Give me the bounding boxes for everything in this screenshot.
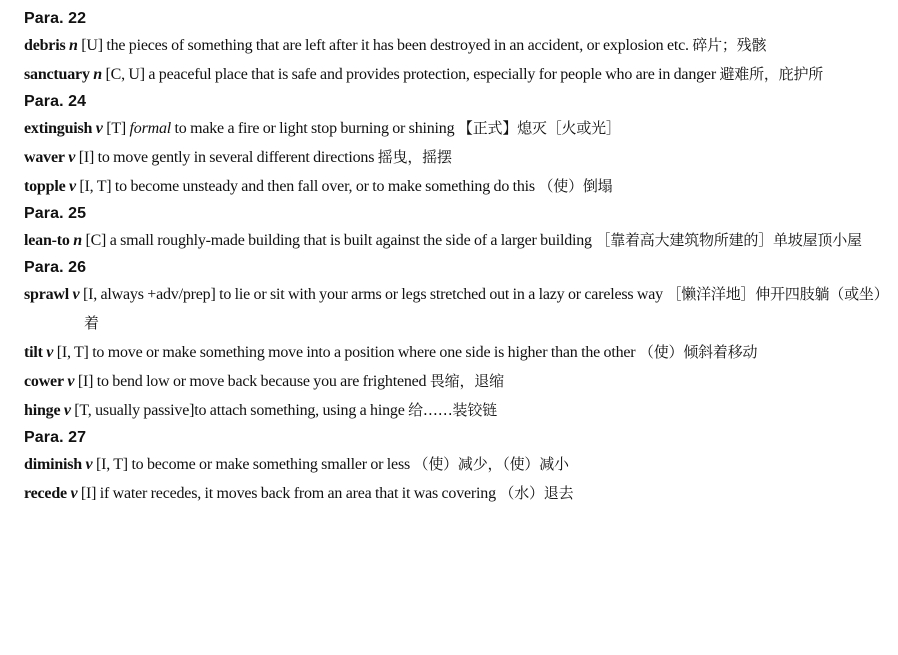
headword: lean-to xyxy=(24,232,70,249)
section-heading: Para. 25 xyxy=(24,205,87,222)
entry-hinge xyxy=(24,396,884,425)
grammar-code: [I, always +adv/prep] xyxy=(82,286,216,303)
part-of-speech: v xyxy=(95,120,103,137)
grammar-code: [T, usually passive] xyxy=(74,402,195,419)
section-heading: Para. 26 xyxy=(24,259,87,276)
part-of-speech: v xyxy=(72,286,80,303)
glossary-document xyxy=(24,6,884,508)
section-para-25 xyxy=(24,204,884,255)
grammar-code: [C, U] xyxy=(105,66,145,83)
headword: recede xyxy=(24,485,67,502)
headword: sanctuary xyxy=(24,66,90,83)
grammar-code: [I] xyxy=(78,149,95,166)
headword: diminish xyxy=(24,456,82,473)
entry-waver xyxy=(24,143,884,172)
translation: （使）倒塌 xyxy=(538,177,613,195)
grammar-code: [I, T] xyxy=(79,178,112,195)
entry-debris xyxy=(24,31,884,60)
translation: 【正式】熄灭［火或光］ xyxy=(457,119,621,137)
entry-lean-to xyxy=(24,226,884,255)
section-heading: Para. 27 xyxy=(24,429,87,446)
headword: extinguish xyxy=(24,120,93,137)
part-of-speech: v xyxy=(63,402,71,419)
definition: a peaceful place that is safe and provides protection, especially for people who are in danger xyxy=(148,66,716,83)
grammar-code: [U] xyxy=(81,37,103,54)
entry-extinguish xyxy=(24,114,884,143)
translation: ［靠着高大建筑物所建的］单坡屋顶小屋 xyxy=(595,231,862,249)
section-para-27 xyxy=(24,428,884,508)
definition: to become or make something smaller or less xyxy=(131,456,410,473)
headword: cower xyxy=(24,373,64,390)
headword: topple xyxy=(24,178,66,195)
part-of-speech: v xyxy=(67,373,75,390)
translation: （使）减少，（使）减小 xyxy=(413,455,569,473)
part-of-speech: v xyxy=(70,485,78,502)
translation: 畏缩，退缩 xyxy=(429,372,504,390)
entry-tilt xyxy=(24,338,884,367)
definition: to lie or sit with your arms or legs stretched out in a lazy or careless way xyxy=(219,286,663,303)
definition: to move or make something move into a position where one side is higher than the other xyxy=(92,344,636,361)
definition: to bend low or move back because you are frightened xyxy=(96,373,427,390)
grammar-code: [I] xyxy=(77,373,94,390)
headword: waver xyxy=(24,149,65,166)
headword: debris xyxy=(24,37,66,54)
definition: to make a fire or light stop burning or shining xyxy=(174,120,455,137)
entry-cower xyxy=(24,367,884,396)
translation: （水）退去 xyxy=(499,484,574,502)
register-label: formal xyxy=(129,120,172,137)
part-of-speech: n xyxy=(73,232,82,249)
headword: sprawl xyxy=(24,286,70,303)
definition: the pieces of something that are left after it has been destroyed in an accident, or explosion etc. xyxy=(106,37,689,54)
section-heading: Para. 24 xyxy=(24,93,87,110)
translation: 摇曳，摇摆 xyxy=(377,148,452,166)
section-para-26 xyxy=(24,258,884,425)
headword: hinge xyxy=(24,402,61,419)
headword: tilt xyxy=(24,344,43,361)
entry-sprawl xyxy=(24,280,884,338)
translation: 给……装铰链 xyxy=(408,401,497,419)
entry-recede xyxy=(24,479,884,508)
entry-diminish xyxy=(24,450,884,479)
grammar-code: [T] xyxy=(106,120,127,137)
section-heading: Para. 22 xyxy=(24,10,87,27)
part-of-speech: v xyxy=(69,178,76,195)
definition: to become unsteady and then fall over, or to make something do this xyxy=(114,178,535,195)
part-of-speech: n xyxy=(93,66,102,83)
translation: 碎片；残骸 xyxy=(692,36,767,54)
definition: to move gently in several different directions xyxy=(97,149,375,166)
grammar-code: [I, T] xyxy=(95,456,128,473)
grammar-code: [I] xyxy=(80,485,97,502)
entry-topple xyxy=(24,172,884,201)
section-para-24 xyxy=(24,92,884,201)
definition: if water recedes, it moves back from an area that it was covering xyxy=(99,485,496,502)
translation: （使）倾斜着移动 xyxy=(638,343,758,361)
grammar-code: [C] xyxy=(85,232,107,249)
part-of-speech: v xyxy=(85,456,93,473)
part-of-speech: v xyxy=(46,344,54,361)
part-of-speech: n xyxy=(69,37,78,54)
translation: ［懒洋洋地］伸开四肢躺（或坐）着 xyxy=(84,285,882,332)
grammar-code: [I, T] xyxy=(56,344,89,361)
part-of-speech: v xyxy=(68,149,76,166)
definition: a small roughly-made building that is built against the side of a larger building xyxy=(109,232,592,249)
entry-sanctuary xyxy=(24,60,884,89)
section-para-22 xyxy=(24,9,884,89)
definition: to attach something, using a hinge xyxy=(194,402,405,419)
translation: 避难所，庇护所 xyxy=(719,65,824,83)
